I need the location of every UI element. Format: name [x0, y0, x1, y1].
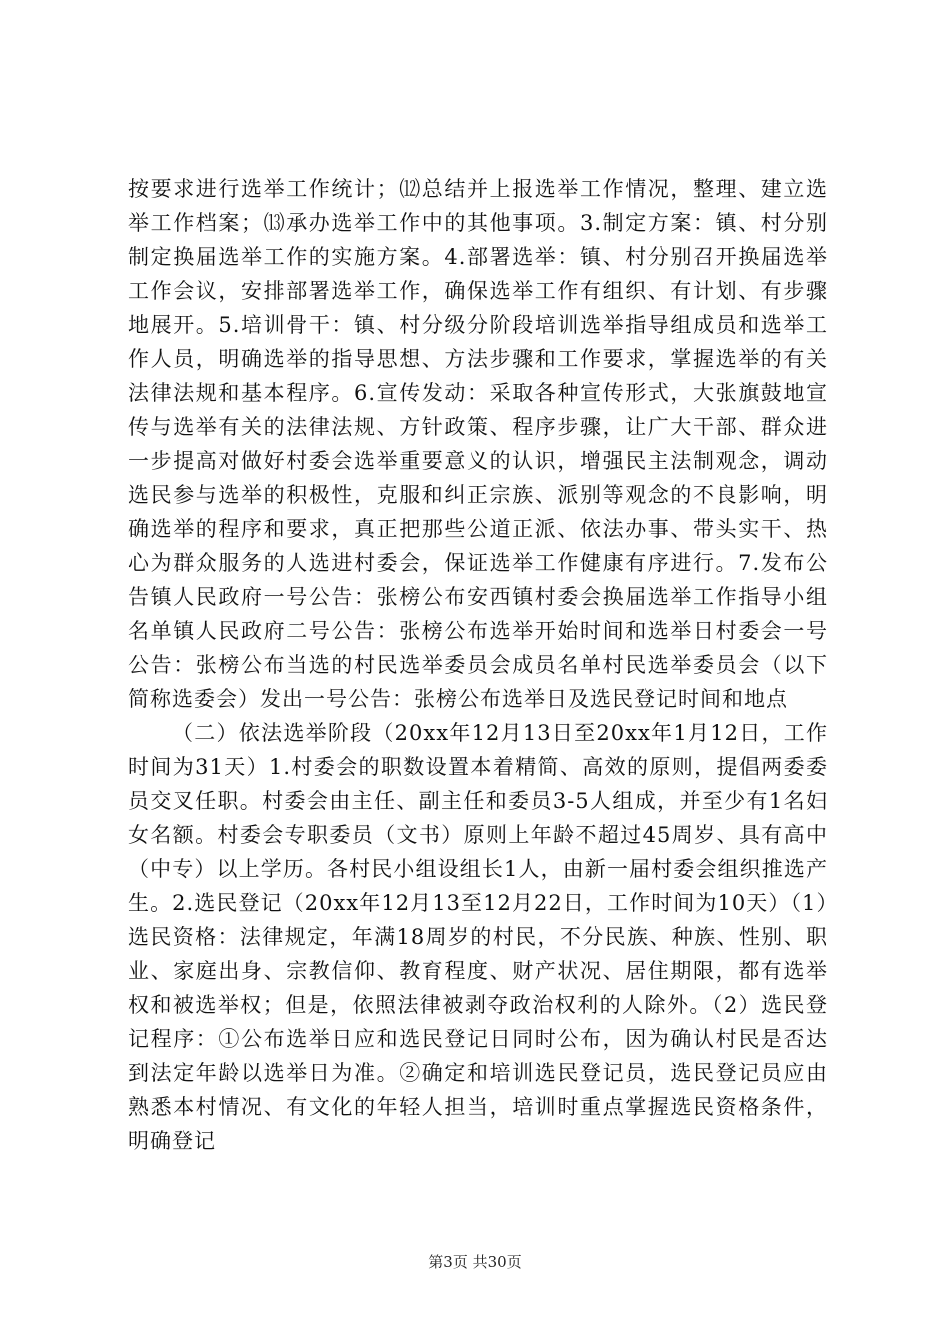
body-paragraph-2: （二）依法选举阶段（20xx年12月13日至20xx年1月12日，工作时间为31天）1.村委会的职数设置本着精简、高效的原则，提倡两委委员交叉任职。村委会由主任、副主任和委员3-5人组成，并至少有1名妇女名额。村委会专职委员（文书）原则上年龄不超过45周岁、具有高中（中专）以上学历。各村民小组设组长1人，由新一届村委会组织推选产生。2.选民登记（20xx年12月13至12月22日，工作时间为10天）（1）选民资格：法律规定，年满18周岁的村民，不分民族、种族、性别、职业、家庭出身、宗教信仰、教育程度、财产状况、居住期限，都有选举权和被选举权；但是，依照法律被剥夺政治权利的人除外。（2）选民登记程序：①公布选举日应和选民登记日同时公布，因为确认村民是否达到法定年龄以选举日为准。②确定和培训选民登记员，选民登记员应由熟悉本村情况、有文化的年轻人担当，培训时重点掌握选民资格条件，明确登记 [128, 721, 828, 1153]
body-paragraph-1: 按要求进行选举工作统计；⑿总结并上报选举工作情况，整理、建立选举工作档案；⒀承办选举工作中的其他事项。3.制定方案：镇、村分别制定换届选举工作的实施方案。4.部署选举：镇、村分别召开换届选举工作会议，安排部署选举工作，确保选举工作有组织、有计划、有步骤地展开。5.培训骨干：镇、村分级分阶段培训选举指导组成员和选举工作人员，明确选举的指导思想、方法步骤和工作要求，掌握选举的有关法律法规和基本程序。6.宣传发动：采取各种宣传形式，大张旗鼓地宣传与选举有关的法律法规、方针政策、程序步骤，让广大干部、群众进一步提高对做好村委会选举重要意义的认识，增强民主法制观念，调动选民参与选举的积极性，克服和纠正宗族、派别等观念的不良影响，明确选举的程序和要求，真正把那些公道正派、依法办事、带头实干、热心为群众服务的人选进村委会，保证选举工作健康有序进行。7.发布公告镇人民政府一号公告：张榜公布安西镇村委会换届选举工作指导小组名单镇人民政府二号公告：张榜公布选举开始时间和选举日村委会一号公告：张榜公布当选的村民选举委员会成员名单村民选举委员会（以下简称选委会）发出一号公告：张榜公布选举日及选民登记时间和地点 [128, 177, 828, 711]
page-footer: 第3页 共30页 [428, 1253, 522, 1271]
document-body [128, 172, 828, 1158]
